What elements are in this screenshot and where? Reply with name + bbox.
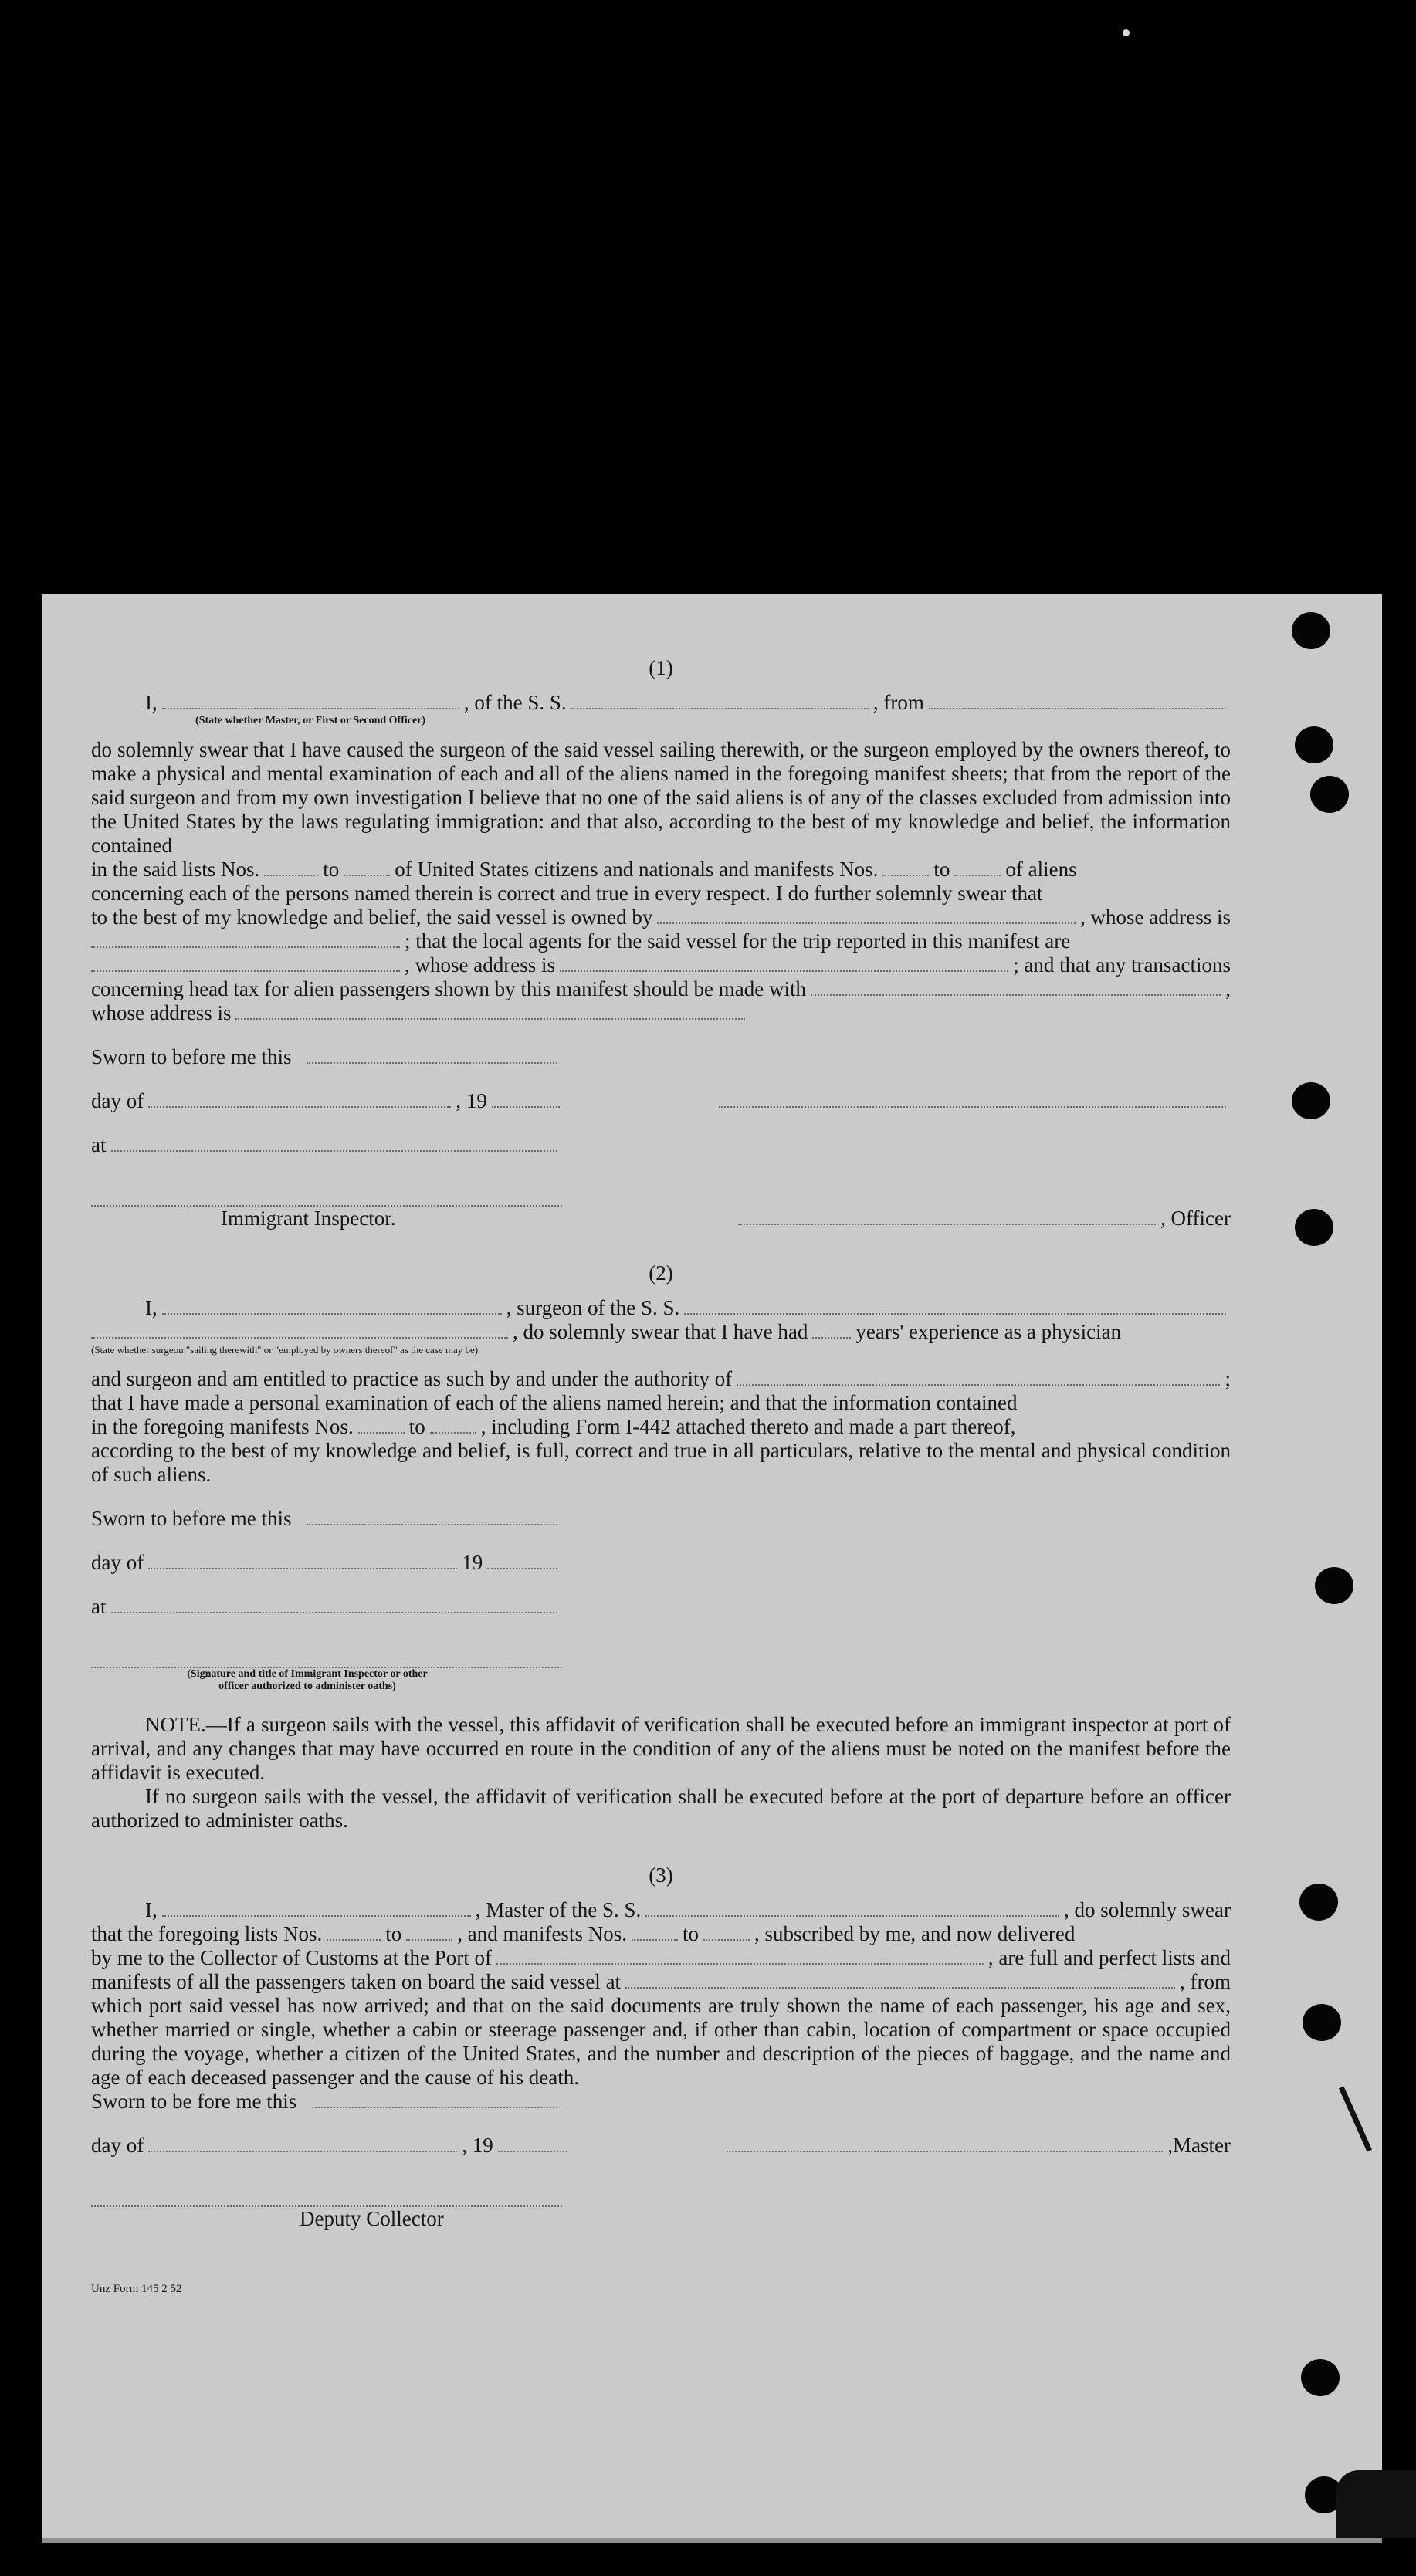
authority-line: and surgeon and am entitled to practice as such by and under the authority of ; [91,1367,1231,1390]
form-number: Unz Form 145 2 52 [91,2283,182,2295]
inspector-signature-line [91,1188,1231,1207]
punch-hole [1310,776,1349,813]
surgeon-name-field[interactable] [162,1296,502,1315]
agents-field[interactable] [91,953,400,972]
surgeon-inspector-signature-line [91,1650,1231,1668]
surgeon-inspector-signature-field[interactable] [91,1650,562,1668]
master-manifest-start-field[interactable] [632,1922,678,1941]
surgeon-manifests-line: in the foregoing manifests Nos. to , including Form I-442 attached thereto and made a part thereof, [91,1415,1016,1438]
boarding-port-field[interactable] [625,1970,1175,1989]
officer-name-field[interactable] [162,691,459,709]
owner-address-field[interactable] [91,929,400,948]
day-field-2[interactable] [148,1551,457,1569]
surgeon-manifest-start-field[interactable] [358,1415,405,1434]
punch-hole [1295,1209,1333,1246]
note-paragraph-2: If no surgeon sails with the vessel, the affidavit of verification shall be executed before at the port of departure before an officer authorized to administer oaths. [91,1785,1231,1832]
torn-corner [1336,2470,1416,2538]
sworn-date-field-2[interactable] [307,1507,557,1525]
image-speck [1123,29,1130,36]
agents-address-line: , whose address is ; and that any transactions [91,953,1231,977]
punch-hole [1292,612,1330,649]
agents-line: ; that the local agents for the said vessel for the trip reported in this manifest are [91,929,1231,953]
at-line-2: at [91,1595,562,1619]
day-line-2: day of 19 [91,1551,562,1575]
year-field-3[interactable] [498,2134,567,2152]
officer-signature-field[interactable] [719,1089,1226,1108]
section-number-1: (1) [649,656,673,679]
section2-body-a: that I have made a personal examination of each of the aliens named herein; and that the information contained [91,1391,1018,1414]
lists-line: in the said lists Nos. to of United States citizens and nationals and manifests Nos. to of aliens [91,858,1077,881]
punch-hole [1303,2004,1341,2041]
day-line-1: day of , 19 [91,1089,1231,1113]
deputy-collector-label: Deputy Collector [300,2207,444,2230]
section-number-3: (3) [649,1863,673,1887]
officer-title-line: Immigrant Inspector. , Officer [221,1207,1231,1230]
signature-caption: (Signature and title of Immigrant Inspector or other officer authorized to administer oaths) [187,1668,428,1692]
at-place-field-1[interactable] [111,1133,558,1152]
manifests-line: manifests of all the passengers taken on board the said vessel at , from [91,1970,1231,1993]
citizen-list-start-field[interactable] [264,858,318,876]
sworn-date-field-1[interactable] [307,1045,557,1064]
head-tax-address-field[interactable] [235,1001,745,1020]
year-field-1[interactable] [492,1089,560,1108]
deputy-signature-field[interactable] [91,2188,562,2207]
alien-manifest-end-field[interactable] [954,858,1001,876]
owner-line: to the best of my knowledge and belief, the said vessel is owned by , whose address is [91,905,1231,929]
master-name-field[interactable] [162,1898,471,1917]
citizen-list-end-field[interactable] [344,858,390,876]
vessel-name-field[interactable] [571,691,869,709]
officer-caption: (State whether Master, or First or Second Officer) [195,715,426,726]
officer-name-line: I, , of the S. S. , from [91,691,1231,715]
punch-hole [1301,2359,1340,2396]
sworn-line-2: Sworn to before me this [91,1507,562,1531]
master-list-end-field[interactable] [406,1922,452,1941]
master-lists-line: that the foregoing lists Nos. to , and manifests Nos. to , subscribed by me, and now delivered [91,1922,1076,1945]
document-content [91,656,1231,2301]
port-from-field[interactable] [929,691,1226,709]
sworn-line-1: Sworn to before me this [91,1045,562,1069]
surgeon-name-line: I, , surgeon of the S. S. [91,1296,1231,1320]
surgeon-experience-line: , do solemnly swear that I have had years' experience as a physician [91,1320,1231,1344]
year-field-2[interactable] [487,1551,557,1569]
officer-title-field[interactable] [738,1207,1156,1225]
punch-hole [1295,726,1333,763]
surgeon-vessel-field[interactable] [684,1296,1226,1315]
inspector-signature-field[interactable] [91,1188,562,1207]
surgeon-manifest-end-field[interactable] [430,1415,476,1434]
deputy-signature-line [91,2188,1231,2207]
punch-hole [1292,1082,1330,1119]
years-experience-field[interactable] [812,1320,851,1339]
day-field-1[interactable] [148,1089,451,1108]
section2-body-b: according to the best of my knowledge and belief, is full, correct and true in all particulars, relative to the mental and physical condition of such aliens. [91,1439,1231,1486]
master-manifest-end-field[interactable] [703,1922,750,1941]
authority-field[interactable] [737,1367,1220,1386]
page-bottom-edge [42,2538,1382,2543]
day-field-3[interactable] [148,2134,457,2152]
owner-field[interactable] [657,905,1076,924]
agents-address-field[interactable] [560,953,1008,972]
master-name-line: I, , Master of the S. S. , do solemnly swear [145,1898,1231,1921]
note-paragraph-1: NOTE.—If a surgeon sails with the vessel, this affidavit of verification shall be executed before an immigrant inspector at port of arrival, and any changes that may have occurred en route in the condition of any of the aliens must be noted on the manifest before the affidavit is executed. [91,1713,1231,1784]
head-tax-contact-field[interactable] [811,977,1221,996]
punch-hole [1315,1567,1353,1604]
section3-body: which port said vessel has now arrived; and that on the said documents are truly shown the name of each passenger, his age and sex, whether married or single, whether a cabin or steerage passenger and, if other than cabin, location of compartment or space occupied during the voyage, whether a citizen of the United States, and the number and description of the pieces of baggage, and the name and age of each deceased passenger and the cause of his death. [91,1994,1231,2089]
master-vessel-field[interactable] [645,1898,1059,1917]
section1-body-b: concerning each of the persons named therein is correct and true in every respect. I do further solemnly swear that [91,882,1043,905]
sworn-date-field-3[interactable] [312,2090,557,2108]
alien-manifest-start-field[interactable] [882,858,929,876]
surgeon-caption: (State whether surgeon "sailing therewith" or "employed by owners thereof" as the case may be) [91,1344,479,1356]
section1-body-a: do solemnly swear that I have caused the surgeon of the said vessel sailing therewith, or the surgeon employed by the owners thereof, to make a physical and mental examination of each and all of the aliens named in the foregoing manifest sheets; that from the report of the said surgeon and from my own investigation I believe that no one of the said aliens is of any of the classes excluded from admission into the United States by the laws regulating immigration: and that also, according to the best of my knowledge and belief, the information contained [91,738,1231,857]
surgeon-type-field[interactable] [91,1320,508,1339]
master-signature-field[interactable] [727,2134,1164,2152]
head-tax-address-line: whose address is [91,1001,1231,1025]
head-tax-line: concerning head tax for alien passengers shown by this manifest should be made with , [91,977,1231,1000]
collector-port-field[interactable] [496,1946,984,1965]
punch-hole [1299,1884,1338,1921]
at-line-1: at [91,1133,562,1157]
at-place-field-2[interactable] [111,1595,558,1613]
master-list-start-field[interactable] [327,1922,381,1941]
collector-line: by me to the Collector of Customs at the Port of , are full and perfect lists and [91,1946,1231,1969]
day-line-3: day of , 19 ,Master [91,2134,1231,2157]
section-number-2: (2) [649,1261,673,1285]
sworn-line-3: Sworn to be fore me this [91,2090,562,2114]
